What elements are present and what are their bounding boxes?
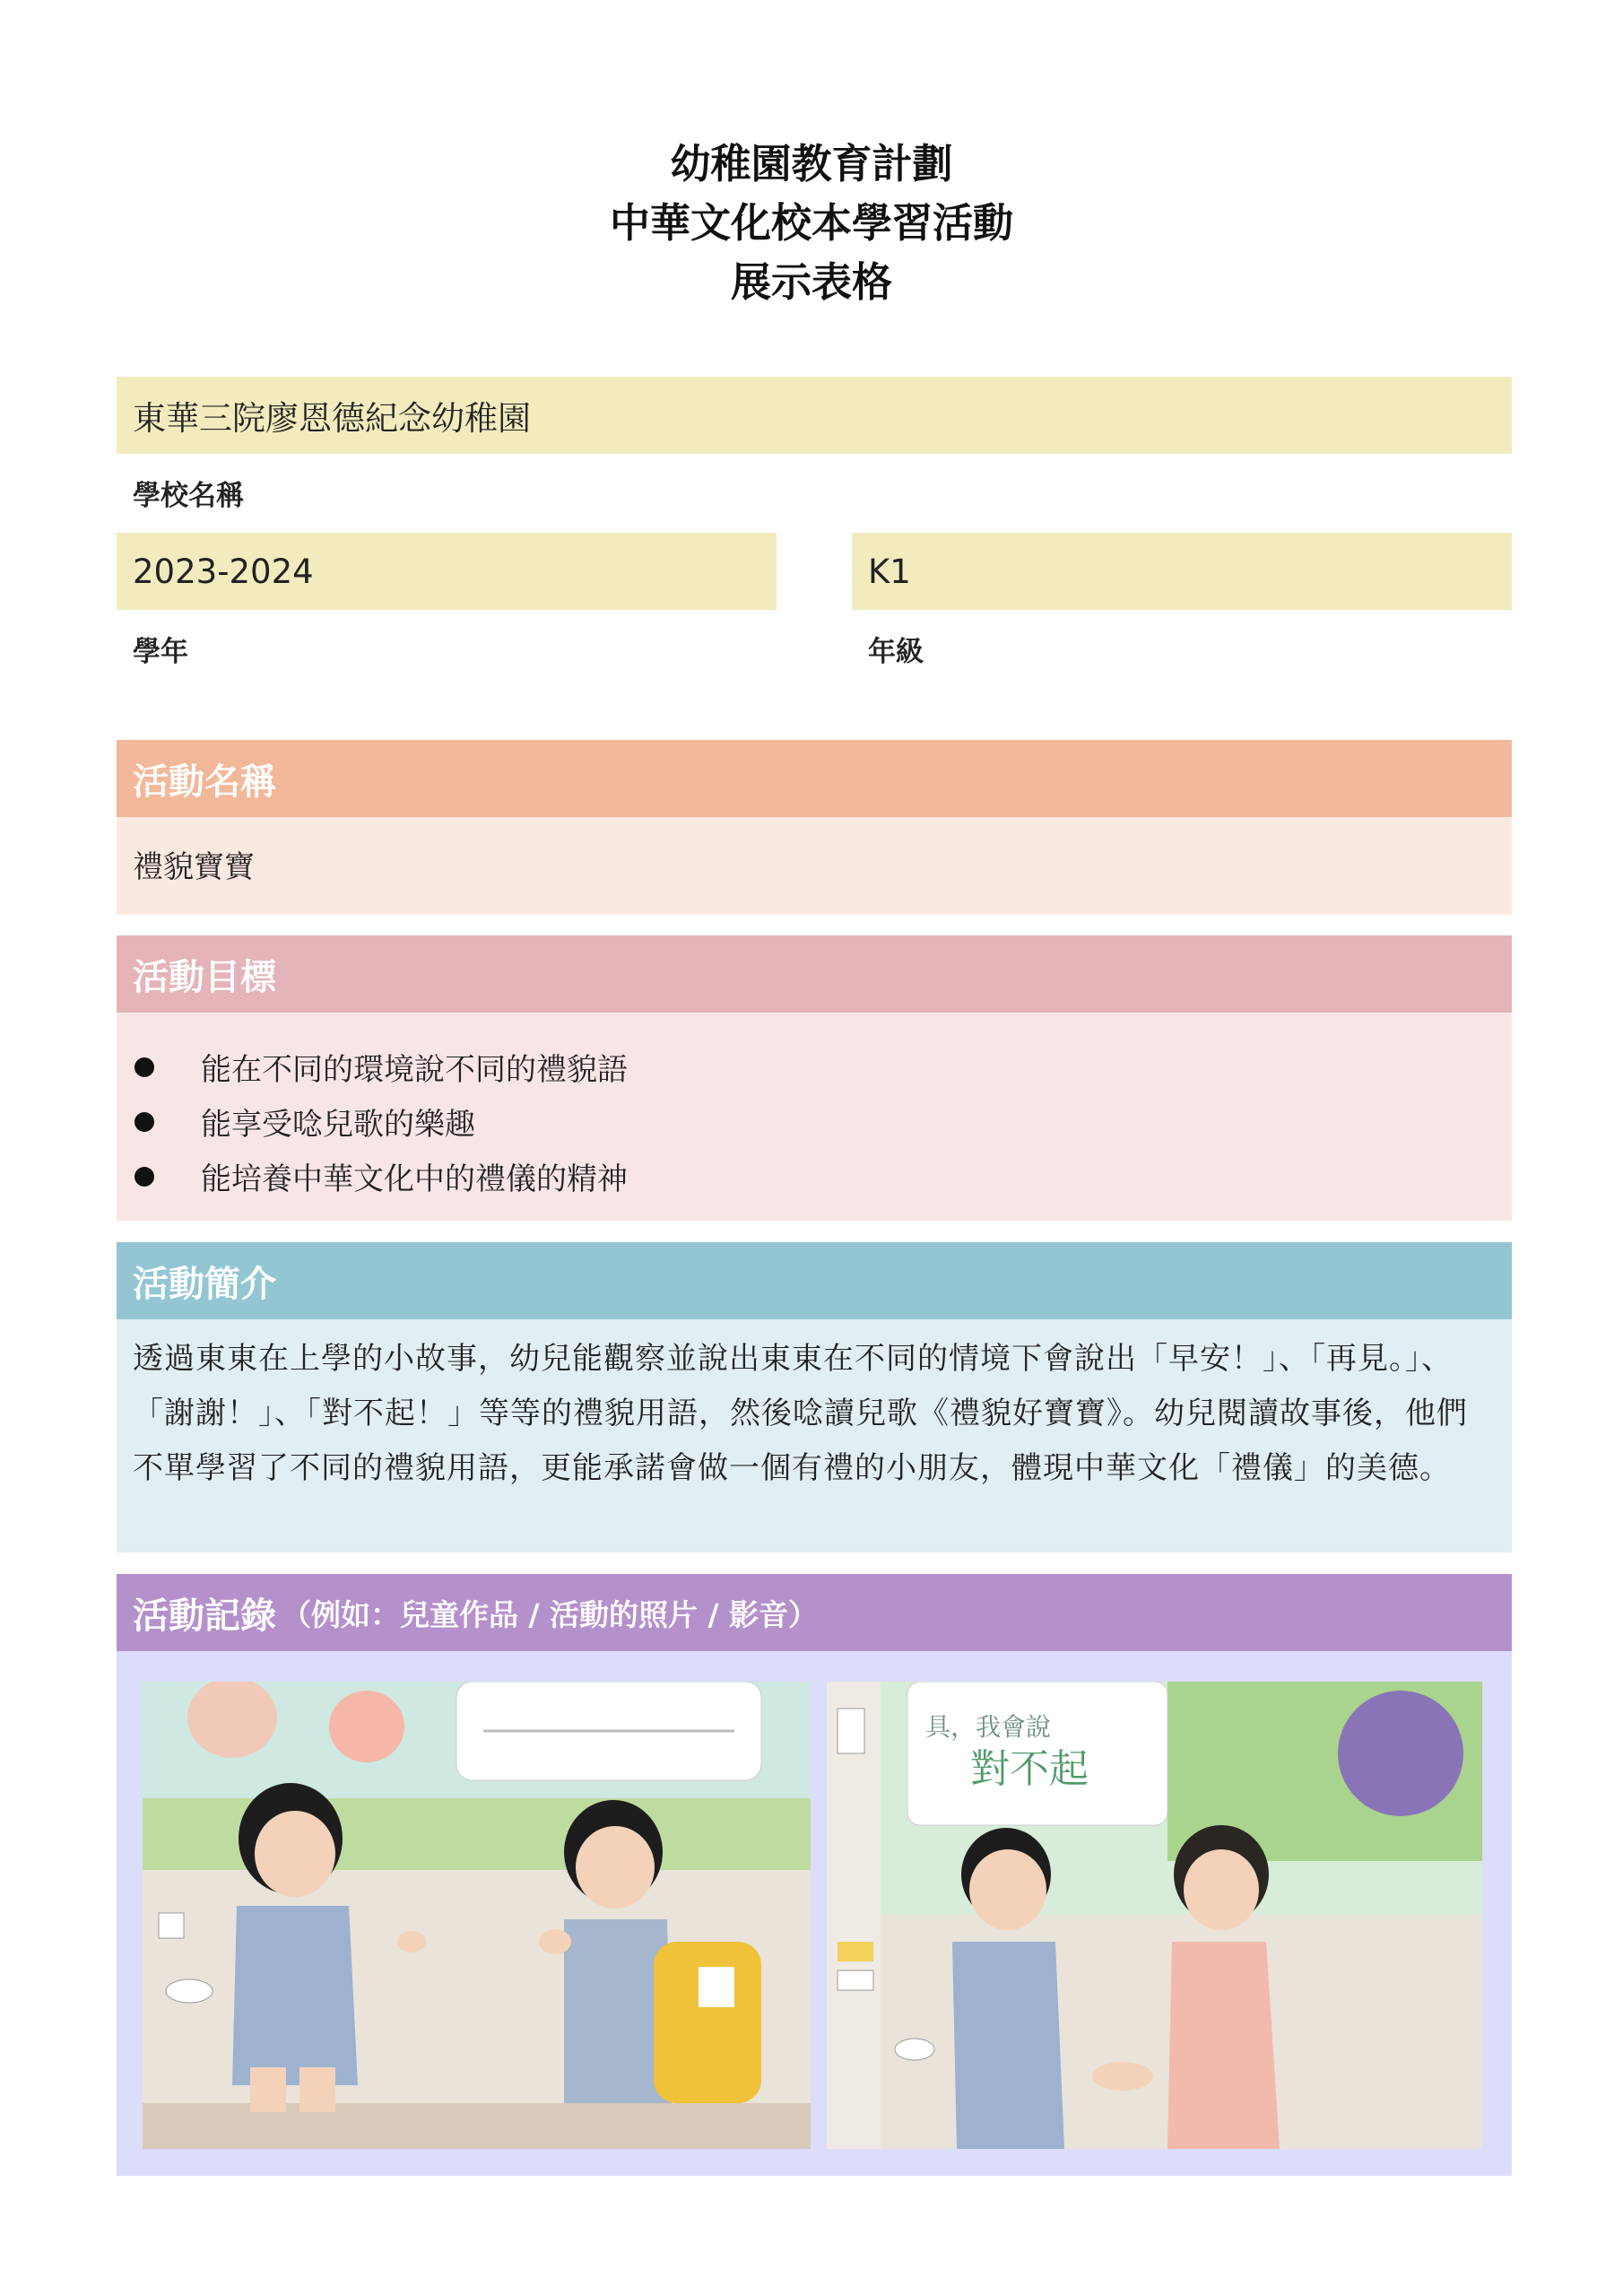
objectives-heading [117, 935, 1512, 1013]
activity-name-heading-text: 活動名稱 [133, 761, 276, 803]
activity-name-value: 禮貌寶寶 [133, 849, 255, 885]
objectives-body [117, 1013, 1512, 1221]
child-boy [952, 1828, 1064, 2149]
activity-name-body [117, 817, 1512, 915]
slide-text: 具，我會說 [925, 1712, 1052, 1742]
activity-name-heading [117, 740, 1512, 817]
record-heading-text: 活動記錄 [133, 1595, 276, 1637]
school-year-label: 學年 [133, 636, 188, 668]
objective-item: 能在不同的環境說不同的禮貌語 [117, 1039, 1512, 1094]
title-line-1: 幼稚園教育計劃 [670, 140, 953, 187]
intro-body [117, 1319, 1512, 1552]
bullet-icon [135, 1112, 154, 1132]
intro-heading [117, 1242, 1512, 1319]
intro-heading-text: 活動簡介 [133, 1263, 276, 1305]
school-name-field[interactable]: 東華三院廖恩德紀念幼稚園 [117, 377, 1512, 454]
record-heading [117, 1574, 1512, 1651]
intro-paragraph: 透過東東在上學的小故事，幼兒能觀察並說出東東在不同的情境下會說出「早安！」、「再見。」、「謝謝！」、「對不起！」等等的禮貌用語，然後唸讀兒歌《禮貌好寶寶》。幼兒閱讀故事後，他們不單學習了不同的禮貌用語，更能承諾會做一個有禮的小朋友，體現中華文化「禮儀」的美德。 [133, 1341, 1468, 1486]
bullet-icon [135, 1057, 154, 1077]
activity-photo-2 [827, 1682, 1482, 2149]
activity-photo-1 [143, 1682, 811, 2149]
school-year-field[interactable]: 2023-2024 [117, 533, 777, 610]
grade-field[interactable]: K1 [852, 533, 1512, 610]
objective-item: 能享受唸兒歌的樂趣 [117, 1094, 1512, 1149]
school-name-label: 學校名稱 [133, 480, 244, 512]
objectives-heading-text: 活動目標 [133, 956, 276, 998]
objective-item: 能培養中華文化中的禮儀的精神 [117, 1149, 1512, 1204]
bullet-icon [135, 1167, 154, 1187]
document-title-block [0, 135, 1623, 312]
slide-caption: 對不起 [970, 1746, 1089, 1792]
title-line-2: 中華文化校本學習活動 [609, 199, 1013, 247]
grade-label: 年級 [868, 636, 924, 668]
title-line-3: 展示表格 [730, 258, 892, 306]
record-heading-note: （例如：兒童作品 / 活動的照片 / 影音） [282, 1596, 819, 1632]
